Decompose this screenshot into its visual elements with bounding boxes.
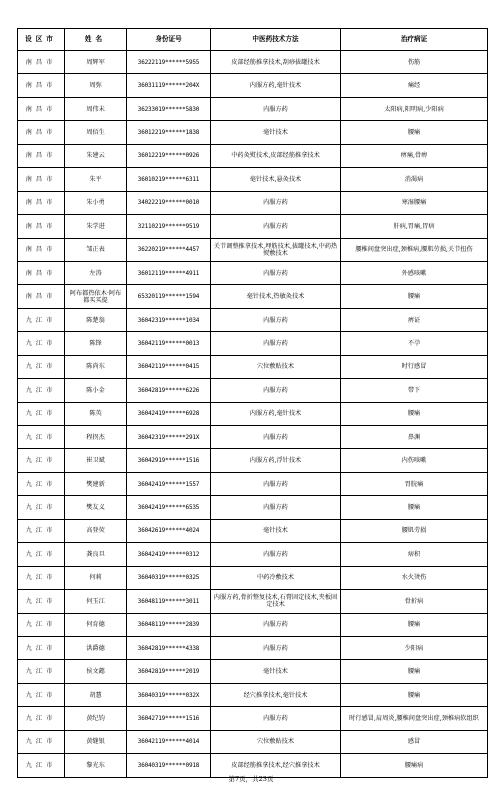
cell-city: 南昌市: [18, 144, 65, 167]
cell-disease: 胃脘痛: [341, 472, 488, 495]
table-row: [18, 402, 488, 425]
cell-disease: 时行感冒,肩周炎,腰椎间盘突出症,颈椎病软组织: [341, 707, 488, 730]
cell-name: 黄纪钧: [65, 707, 127, 730]
cell-id: 36031119******204X: [127, 74, 211, 97]
cell-id: 36042819******4338: [127, 636, 211, 659]
cell-id: 36012219******0926: [127, 144, 211, 167]
cell-disease: 腰痛: [341, 402, 488, 425]
cell-city: 南昌市: [18, 168, 65, 191]
cell-method: 中药灸熨技术,皮部经筋推拿技术: [211, 144, 341, 167]
cell-method: 关节调整推拿技术,埋筋技术,拔罐技术,中药热熨敷技术: [211, 238, 341, 261]
table-row: [18, 519, 488, 542]
cell-id: 36042119******0415: [127, 355, 211, 378]
practitioner-table: [17, 28, 488, 778]
cell-disease: 太阳病,阳明病,少阳病: [341, 97, 488, 120]
cell-id: 36048119******2839: [127, 613, 211, 636]
cell-disease: 痹痛,骨痹: [341, 144, 488, 167]
cell-disease: 腰痛: [341, 660, 488, 683]
cell-id: 36042419******0312: [127, 543, 211, 566]
cell-id: 36042419******1557: [127, 472, 211, 495]
cell-city: 九江市: [18, 472, 65, 495]
cell-id: 36042119******0013: [127, 332, 211, 355]
cell-name: 朱小勇: [65, 191, 127, 214]
cell-name: 朱建云: [65, 144, 127, 167]
cell-city: 九江市: [18, 449, 65, 472]
cell-disease: 外感咳嗽: [341, 261, 488, 284]
cell-name: 高登荧: [65, 519, 127, 542]
document-page: [17, 28, 487, 778]
cell-method: 内服方药: [211, 613, 341, 636]
cell-name: 胡慧: [65, 683, 127, 706]
cell-method: 内服方药: [211, 426, 341, 449]
table-row: [18, 472, 488, 495]
cell-disease: 腰痛病: [341, 754, 488, 777]
cell-disease: 痹证: [341, 308, 488, 331]
table-row: [18, 97, 488, 120]
cell-name: 陈锋: [65, 332, 127, 355]
cell-city: 九江市: [18, 332, 65, 355]
cell-name: 朱学进: [65, 215, 127, 238]
cell-id: 32110219******9519: [127, 215, 211, 238]
cell-id: 65320119******1594: [127, 285, 211, 308]
cell-city: 南昌市: [18, 238, 65, 261]
cell-disease: 带下: [341, 379, 488, 402]
cell-id: 36042119******4014: [127, 730, 211, 753]
cell-method: 内服方药: [211, 636, 341, 659]
cell-disease: 寒湿腰痛: [341, 191, 488, 214]
cell-city: 九江市: [18, 355, 65, 378]
cell-city: 九江市: [18, 402, 65, 425]
cell-disease: 痛经: [341, 74, 488, 97]
cell-city: 九江市: [18, 754, 65, 777]
cell-method: 皮部经筋推拿技术,刮痧拔罐技术: [211, 51, 341, 74]
cell-method: 毫针技术: [211, 660, 341, 683]
cell-city: 九江市: [18, 426, 65, 449]
header-disease: 治疗病证: [341, 29, 488, 51]
table-row: [18, 379, 488, 402]
cell-city: 九江市: [18, 660, 65, 683]
table-row: [18, 121, 488, 144]
cell-name: 何育德: [65, 613, 127, 636]
cell-method: 穴位敷贴技术: [211, 355, 341, 378]
table-row: [18, 426, 488, 449]
table-row: [18, 613, 488, 636]
cell-method: 内服方药,骨折整复技术,石膏固定技术,夹板固定技术: [211, 590, 341, 613]
cell-city: 南昌市: [18, 261, 65, 284]
cell-disease: 消渴病: [341, 168, 488, 191]
cell-method: 皮部经筋推拿技术,经穴推拿技术: [211, 754, 341, 777]
cell-city: 九江市: [18, 683, 65, 706]
cell-id: 36233019******5830: [127, 97, 211, 120]
cell-disease: 痞积: [341, 543, 488, 566]
cell-method: 毫针技术,悬灸技术: [211, 168, 341, 191]
cell-method: 内服方药: [211, 332, 341, 355]
cell-disease: 不孕: [341, 332, 488, 355]
cell-id: 36010219******6311: [127, 168, 211, 191]
cell-disease: 少阳病: [341, 636, 488, 659]
cell-name: 樊友义: [65, 496, 127, 519]
cell-method: 内服方药: [211, 707, 341, 730]
table-row: [18, 566, 488, 589]
table-header-row: [18, 29, 488, 51]
cell-city: 九江市: [18, 566, 65, 589]
cell-method: 经穴推拿技术,毫针技术: [211, 683, 341, 706]
table-row: [18, 590, 488, 613]
cell-name: 程拐杰: [65, 426, 127, 449]
cell-name: 周辉军: [65, 51, 127, 74]
cell-id: 36040319******032X: [127, 683, 211, 706]
cell-name: 何玉江: [65, 590, 127, 613]
cell-id: 36042419******6928: [127, 402, 211, 425]
table-row: [18, 683, 488, 706]
table-row: [18, 144, 488, 167]
cell-name: 朱平: [65, 168, 127, 191]
cell-name: 陈英: [65, 402, 127, 425]
cell-disease: 腰痛: [341, 613, 488, 636]
cell-method: 毫针技术,热敏灸技术: [211, 285, 341, 308]
header-id: 身份证号: [127, 29, 211, 51]
cell-id: 36220219******4457: [127, 238, 211, 261]
cell-city: 南昌市: [18, 74, 65, 97]
cell-city: 九江市: [18, 636, 65, 659]
cell-method: 中药冷敷技术: [211, 566, 341, 589]
cell-disease: 腰椎间盘突出症,颈椎病,腰肌劳损,关节扭伤: [341, 238, 488, 261]
cell-disease: 鼻渊: [341, 426, 488, 449]
cell-name: 周伟未: [65, 97, 127, 120]
table-row: [18, 74, 488, 97]
cell-city: 南昌市: [18, 97, 65, 120]
cell-id: 36042419******6535: [127, 496, 211, 519]
table-row: [18, 660, 488, 683]
cell-method: 内服方药,浮针技术: [211, 449, 341, 472]
table-row: [18, 191, 488, 214]
table-row: [18, 730, 488, 753]
table-row: [18, 51, 488, 74]
table-row: [18, 215, 488, 238]
cell-id: 36048119******3011: [127, 590, 211, 613]
page-footer: 第7页，共23页: [228, 775, 274, 783]
cell-id: 36042919******1516: [127, 449, 211, 472]
cell-city: 九江市: [18, 543, 65, 566]
cell-name: 阿布都热依木·阿布都买买提: [65, 285, 127, 308]
cell-disease: 水火烫伤: [341, 566, 488, 589]
cell-name: 陈小金: [65, 379, 127, 402]
cell-disease: 腰痛: [341, 121, 488, 144]
cell-disease: 内伤咳嗽: [341, 449, 488, 472]
cell-disease: 感冒: [341, 730, 488, 753]
table-row: [18, 543, 488, 566]
cell-name: 龚良旦: [65, 543, 127, 566]
cell-city: 九江市: [18, 730, 65, 753]
cell-method: 内服方药: [211, 261, 341, 284]
cell-method: 内服方药: [211, 543, 341, 566]
cell-id: 36040319******0325: [127, 566, 211, 589]
cell-name: 周佰生: [65, 121, 127, 144]
cell-disease: 肝病,胃痛,胃痞: [341, 215, 488, 238]
cell-city: 九江市: [18, 519, 65, 542]
cell-method: 内服方药: [211, 215, 341, 238]
cell-id: 36042819******6226: [127, 379, 211, 402]
cell-name: 洪爵德: [65, 636, 127, 659]
cell-method: 穴位敷贴技术: [211, 730, 341, 753]
cell-method: 毫针技术: [211, 121, 341, 144]
cell-id: 36042319******1034: [127, 308, 211, 331]
table-row: [18, 168, 488, 191]
cell-name: 陈尚东: [65, 355, 127, 378]
table-row: [18, 496, 488, 519]
cell-method: 内服方药: [211, 472, 341, 495]
cell-city: 九江市: [18, 613, 65, 636]
table-row: [18, 636, 488, 659]
cell-id: 36012119******4911: [127, 261, 211, 284]
table-row: [18, 285, 488, 308]
cell-disease: 时行感冒: [341, 355, 488, 378]
cell-name: 黎光东: [65, 754, 127, 777]
cell-id: 34022219******0010: [127, 191, 211, 214]
table-row: [18, 238, 488, 261]
cell-city: 九江市: [18, 707, 65, 730]
cell-disease: 腰痛: [341, 496, 488, 519]
cell-city: 九江市: [18, 590, 65, 613]
cell-city: 九江市: [18, 379, 65, 402]
table-row: [18, 261, 488, 284]
cell-id: 36040319******0918: [127, 754, 211, 777]
cell-city: 九江市: [18, 496, 65, 519]
cell-disease: 腰痛: [341, 683, 488, 706]
cell-method: 内服方药: [211, 97, 341, 120]
table-row: [18, 707, 488, 730]
cell-name: 侯文懿: [65, 660, 127, 683]
cell-method: 内服方药: [211, 191, 341, 214]
cell-id: 36042619******4024: [127, 519, 211, 542]
cell-id: 36042319******291X: [127, 426, 211, 449]
cell-name: 陈楚翁: [65, 308, 127, 331]
cell-name: 左涛: [65, 261, 127, 284]
cell-city: 南昌市: [18, 215, 65, 238]
cell-city: 南昌市: [18, 121, 65, 144]
cell-id: 36012219******1838: [127, 121, 211, 144]
cell-method: 内服方药: [211, 308, 341, 331]
cell-method: 毫针技术: [211, 519, 341, 542]
cell-name: 黄缝银: [65, 730, 127, 753]
cell-name: 崔卫斌: [65, 449, 127, 472]
header-city: 设区市: [18, 29, 65, 51]
cell-id: 36222119******5955: [127, 51, 211, 74]
cell-disease: 伤筋: [341, 51, 488, 74]
table-row: [18, 332, 488, 355]
cell-name: 何莉: [65, 566, 127, 589]
cell-name: 周弥: [65, 74, 127, 97]
cell-city: 南昌市: [18, 51, 65, 74]
table-row: [18, 355, 488, 378]
cell-name: 邹正表: [65, 238, 127, 261]
table-body: [18, 51, 488, 778]
header-name: 姓名: [65, 29, 127, 51]
cell-city: 南昌市: [18, 191, 65, 214]
cell-name: 樊建新: [65, 472, 127, 495]
cell-disease: 腰痛: [341, 285, 488, 308]
cell-disease: 腰肌劳损: [341, 519, 488, 542]
cell-disease: 骨折病: [341, 590, 488, 613]
table-row: [18, 308, 488, 331]
cell-city: 九江市: [18, 308, 65, 331]
cell-method: 内服方药: [211, 496, 341, 519]
cell-id: 36042719******1516: [127, 707, 211, 730]
cell-method: 内服方药,毫针技术: [211, 74, 341, 97]
table-row: [18, 449, 488, 472]
header-method: 中医药技术方法: [211, 29, 341, 51]
cell-method: 内服方药: [211, 379, 341, 402]
cell-city: 南昌市: [18, 285, 65, 308]
cell-method: 内服方药,毫针技术: [211, 402, 341, 425]
cell-id: 36042819******2019: [127, 660, 211, 683]
